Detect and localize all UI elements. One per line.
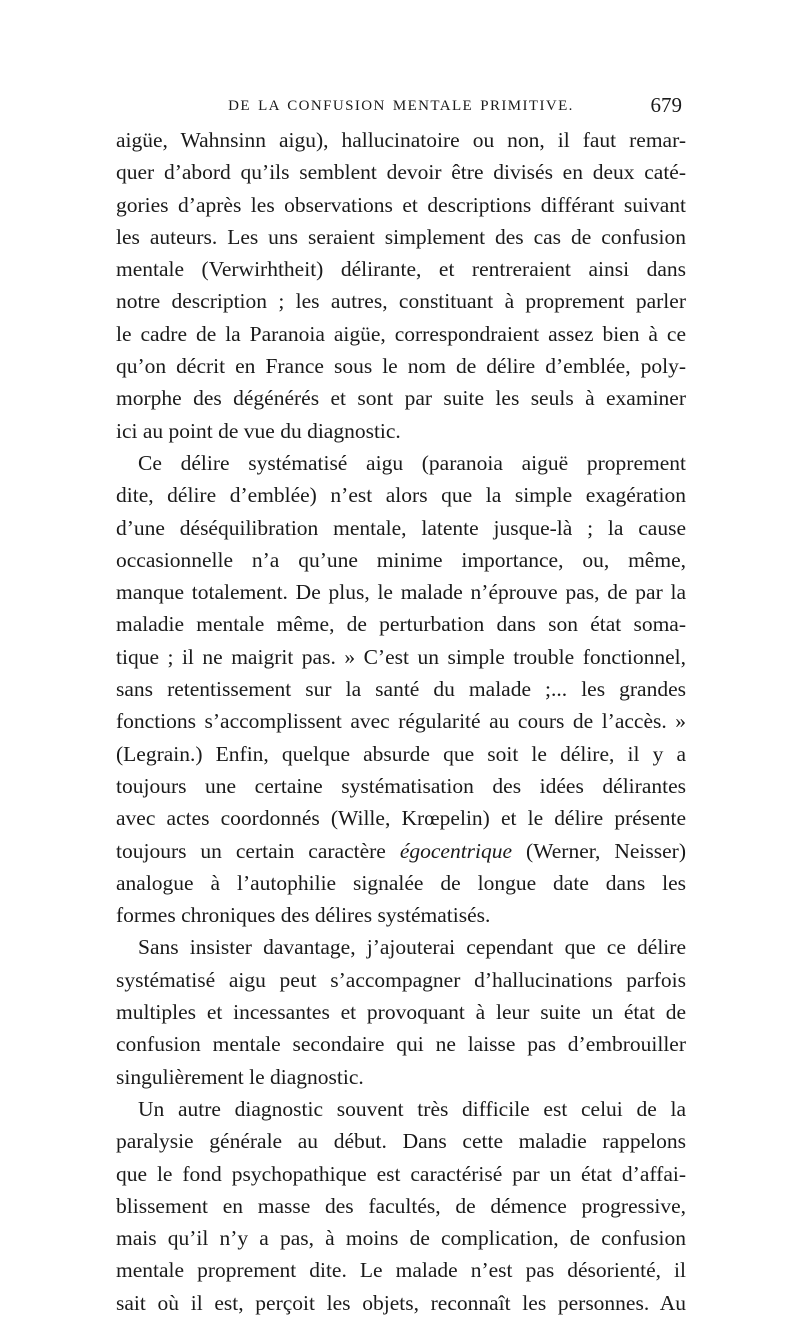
text-line: Sans insister davantage, j’ajouterai cependant que ce délire xyxy=(138,935,686,960)
text-line: quer d’abord qu’ils semblent devoir être divisés en deux caté- xyxy=(116,160,686,185)
text-line: toujours une certaine systématisation des idées délirantes xyxy=(116,773,686,798)
text-line: Ce délire systématisé aigu (paranoia aiguë proprement xyxy=(138,450,686,475)
text-line xyxy=(116,835,686,867)
text-line: sait où il est, perçoit les objets, reconnaît les personnes. Au xyxy=(116,1290,686,1315)
text-line: fonctions s’accomplissent avec régularité au cours de l’accès. » xyxy=(116,709,686,734)
text-line: d’une déséquilibration mentale, latente jusque-là ; la cause xyxy=(116,515,686,540)
text-line: mentale (Verwirhtheit) délirante, et rentreraient ainsi dans xyxy=(116,257,686,282)
text-line: (Legrain.) Enfin, quelque absurde que soit le délire, il y a xyxy=(116,741,686,766)
text-line: les auteurs. Les uns seraient simplement des cas de confusion xyxy=(116,224,686,249)
text-line: que le fond psychopathique est caractérisé par un état d’affai- xyxy=(116,1161,686,1186)
text-line: paralysie générale au début. Dans cette maladie rappelons xyxy=(116,1129,686,1154)
text-segment: toujours un certain caractère xyxy=(116,838,400,863)
text-line: analogue à l’autophilie signalée de longue date dans les xyxy=(116,870,686,895)
italic-term: égocentrique xyxy=(399,838,513,863)
text-line: Un autre diagnostic souvent très difficile est celui de la xyxy=(138,1096,686,1121)
text-line: notre description ; les autres, constituant à proprement parler xyxy=(116,289,686,314)
text-line: confusion mentale secondaire qui ne laisse pas d’embrouiller xyxy=(116,1032,686,1057)
text-line: qu’on décrit en France sous le nom de délire d’emblée, poly- xyxy=(116,354,686,379)
text-line: ici au point de vue du diagnostic. xyxy=(116,418,401,443)
text-line: maladie mentale même, de perturbation dans son état soma- xyxy=(116,612,686,637)
text-line: sans retentissement sur la santé du malade ;... les grandes xyxy=(116,677,686,702)
text-line: manque totalement. De plus, le malade n’éprouve pas, de par la xyxy=(116,580,686,605)
text-line: morphe des dégénérés et sont par suite les seuls à examiner xyxy=(116,386,686,411)
text-line: mais qu’il n’y a pas, à moins de complication, de confusion xyxy=(116,1226,686,1251)
text-line: formes chroniques des délires systématisés. xyxy=(116,903,491,928)
text-line: aigüe, Wahnsinn aigu), hallucinatoire ou non, il faut remar- xyxy=(116,128,686,152)
body-text xyxy=(116,124,686,1319)
page-number: 679 xyxy=(650,93,682,117)
text-line: dite, délire d’emblée) n’est alors que la simple exagération xyxy=(116,483,686,508)
text-line: avec actes coordonnés (Wille, Krœpelin) et le délire présente xyxy=(116,806,686,831)
text-line: mentale proprement dite. Le malade n’est pas désorienté, il xyxy=(116,1258,686,1283)
text-segment: (Werner, Neisser) xyxy=(512,838,686,863)
text-line: occasionnelle n’a qu’une minime importance, ou, même, xyxy=(116,547,686,572)
text-line: systématisé aigu peut s’accompagner d’hallucinations parfois xyxy=(116,967,686,992)
text-line: blissement en masse des facultés, de démence progressive, xyxy=(116,1193,686,1218)
text-line: le cadre de la Paranoia aigüe, correspondraient assez bien à ce xyxy=(116,321,686,346)
text-line: multiples et incessantes et provoquant à leur suite un état de xyxy=(116,1000,686,1025)
text-line: tique ; il ne maigrit pas. » C’est un simple trouble fonctionnel, xyxy=(116,644,686,669)
running-title: DE LA CONFUSION MENTALE PRIMITIVE. xyxy=(228,98,574,114)
running-head xyxy=(116,93,686,126)
text-line: gories d’après les observations et descriptions différant suivant xyxy=(116,192,686,217)
text-line: singulièrement le diagnostic. xyxy=(116,1064,364,1089)
